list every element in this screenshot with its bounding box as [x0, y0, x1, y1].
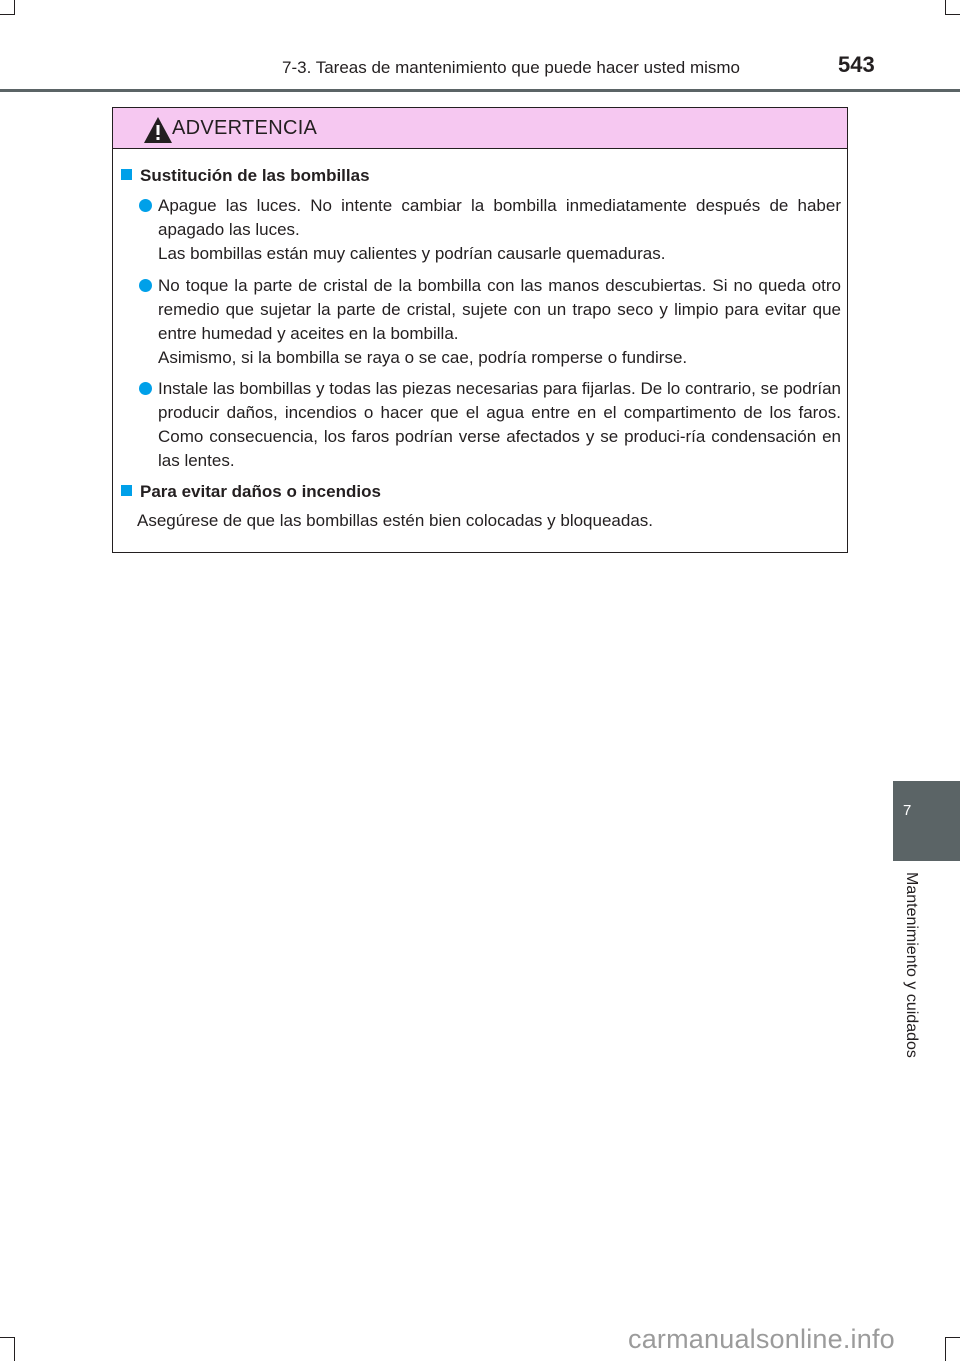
bullet-dot-icon: [139, 199, 152, 212]
section-text: Asegúrese de que las bombillas estén bien colocadas y bloqueadas.: [137, 511, 654, 530]
chapter-number: 7: [903, 802, 912, 819]
crop-mark: [0, 1337, 15, 1338]
chapter-title: Mantenimiento y cuidados: [903, 872, 920, 1058]
list-item: Apague las luces. No intente cambiar la bombilla inmediatamente después de haber apagado las luces. Las bombillas están muy calientes y podrían causarle quemaduras.: [139, 194, 841, 266]
section-header-title: 7-3. Tareas de mantenimiento que puede hacer usted mismo: [282, 58, 741, 77]
chapter-tab: [893, 781, 960, 861]
crop-mark: [0, 14, 15, 15]
section-heading: Sustitución de las bombillas: [121, 166, 370, 186]
crop-mark: [945, 1337, 960, 1338]
page-number: 543: [838, 52, 875, 77]
crop-mark: [945, 14, 960, 15]
warning-title: ADVERTENCIA: [172, 117, 318, 139]
warning-header: [113, 108, 847, 149]
watermark: carmanualsonline.info: [628, 1324, 895, 1354]
warning-box: [112, 107, 848, 553]
list-item: No toque la parte de cristal de la bombilla con las manos descubiertas. Si no queda otro remedio que sujetar la parte de cristal, sujete con un trapo seco y limpio para evitar que entre humedad y aceites en la bombilla. Asimismo, si la bombilla se raya o se cae, podría romperse o fundirse.: [139, 274, 841, 370]
crop-mark: [945, 0, 946, 15]
header-rule: [0, 89, 960, 92]
bullet-dot-icon: [139, 279, 152, 292]
crop-mark: [945, 1337, 946, 1361]
crop-mark: [14, 0, 15, 15]
list-item: Instale las bombillas y todas las piezas necesarias para fijarlas. De lo contrario, se podrían producir daños, incendios o hacer que el agua entre en el compartimento de los faros. Como consecuencia, los faros podrían verse afectados y se produci-ría condensación en las lentes.: [139, 377, 841, 473]
bullet-dot-icon: [139, 382, 152, 395]
crop-mark: [14, 1337, 15, 1361]
square-bullet-icon: [121, 169, 132, 180]
section-heading: Para evitar daños o incendios: [121, 482, 381, 502]
warning-triangle-icon: [143, 116, 173, 144]
square-bullet-icon: [121, 485, 132, 496]
